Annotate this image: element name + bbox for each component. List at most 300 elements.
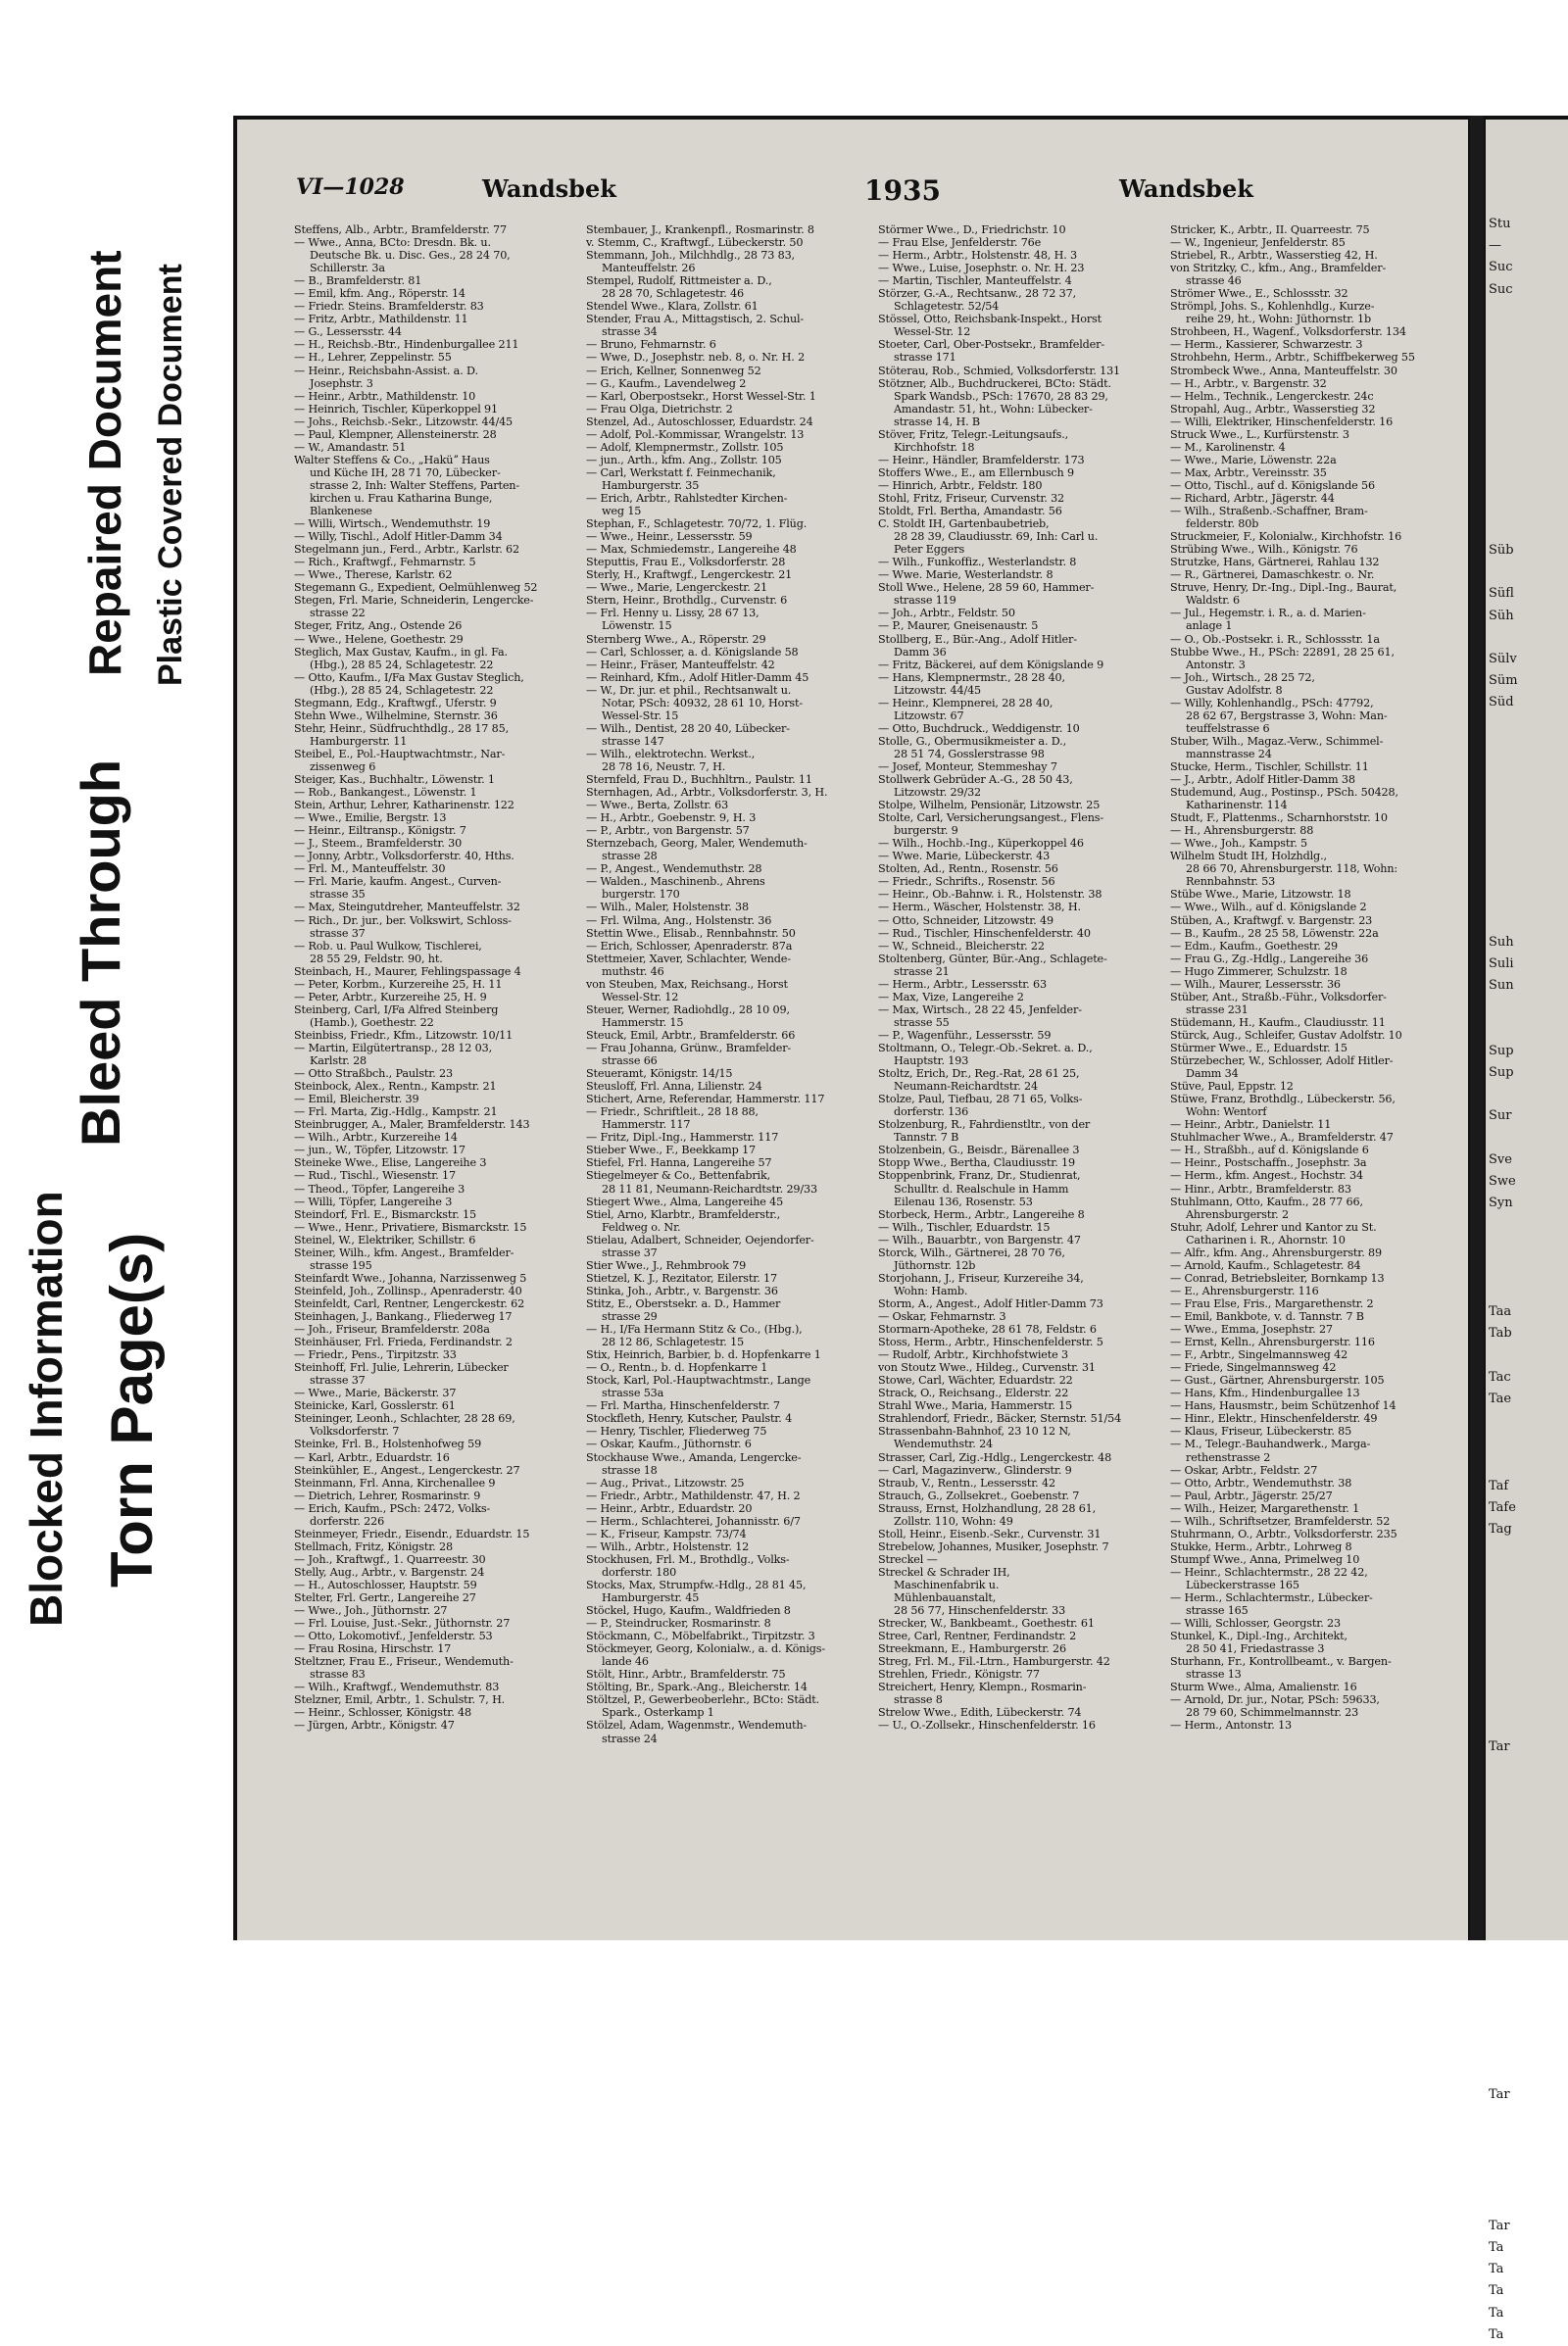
directory-entry-line: — Willi, Töpfer, Langereihe 3: [294, 1195, 453, 1208]
directory-entry-line: Strahl Wwe., Maria, Hammerstr. 15: [878, 1399, 1073, 1413]
directory-entry-line: Stietzel, K. J., Rezitator, Eilerstr. 17: [586, 1271, 777, 1285]
directory-entry-line: strasse 53a: [602, 1387, 664, 1400]
directory-entry-line: Steinkühler, E., Angest., Lengerckestr. 27: [294, 1463, 520, 1477]
directory-entry-line: Stembauer, J., Krankenpfl., Rosmarinstr. 8: [586, 223, 814, 236]
directory-entry-line: — Heinr., Schlachtermstr., 28 22 42,: [1170, 1565, 1368, 1579]
directory-entry-line: — Wwe., Joh., Kampstr. 5: [1170, 837, 1307, 851]
directory-entry-line: dorferstr. 180: [602, 1565, 677, 1579]
directory-entry-line: — Willi, Elektriker, Hinschenfelderstr. 16: [1170, 415, 1394, 428]
directory-entry-line: 28 78 16, Neustr. 7, H.: [602, 759, 726, 773]
directory-entry-line: Stürck, Aug., Schleifer, Gustav Adolfstr. 10: [1170, 1028, 1402, 1042]
directory-entry-line: Steinbach, H., Maurer, Fehlingspassage 4: [294, 964, 521, 978]
directory-entry-line: 28 66 70, Ahrensburgerstr. 118, Wohn:: [1186, 862, 1398, 876]
adjacent-page-fragment: Ta: [1489, 2239, 1504, 2255]
directory-entry-line: Stempel, Rudolf, Rittmeister a. D.,: [586, 274, 772, 288]
adjacent-page-edge: [1486, 120, 1568, 2342]
adjacent-page-fragment: —: [1489, 238, 1501, 254]
adjacent-page-fragment: [1486, 2020, 1518, 2041]
adjacent-page-fragment: Süfl: [1489, 586, 1514, 602]
directory-entry-line: — Wwe., Wilh., auf d. Königslande 2: [1170, 901, 1367, 914]
adjacent-page-fragment: [1486, 1976, 1518, 1997]
directory-entry-line: — Otto, Tischl., auf d. Königslande 56: [1170, 478, 1375, 492]
directory-entry-line: strasse 28: [602, 850, 658, 863]
directory-entry-line: — Friedr. Steins. Bramfelderstr. 83: [294, 300, 484, 314]
directory-entry-line: 28 11 81, Neumann-Reichardtstr. 29/33: [602, 1182, 817, 1196]
adjacent-page-fragment: Taf: [1489, 1478, 1509, 1493]
header-city-right: Wandsbek: [1119, 174, 1253, 203]
directory-entry-line: — Fritz, Arbtr., Mathildenstr. 11: [294, 313, 468, 326]
directory-entry-line: 28 55 29, Feldstr. 90, ht.: [310, 952, 443, 965]
directory-entry-line: Stier Wwe., J., Rehmbrook 79: [586, 1258, 747, 1272]
directory-entry-line: Streichert, Henry, Klempn., Rosmarin-: [878, 1681, 1087, 1694]
directory-entry-line: 28 56 77, Hinschenfelderstr. 33: [894, 1604, 1066, 1618]
directory-entry-line: Streekmann, E., Hamburgerstr. 26: [878, 1642, 1066, 1656]
directory-entry-line: — Wwe., Heinr., Lessersstr. 59: [586, 530, 753, 544]
adjacent-page-fragment: [1486, 1911, 1518, 1932]
directory-entry-line: Wilhelm Studt IH, Holzhdlg.,: [1170, 850, 1327, 863]
directory-entry-line: Stuhlmacher Wwe., A., Bramfelderstr. 47: [1170, 1131, 1394, 1145]
directory-entry-line: — Edm., Kaufm., Goethestr. 29: [1170, 939, 1338, 953]
directory-entry-line: Stuhlmann, Otto, Kaufm., 28 77 66,: [1170, 1195, 1363, 1208]
directory-entry-line: Steinbiss, Friedr., Kfm., Litzowstr. 10/11: [294, 1028, 514, 1042]
directory-entry-line: Stumpf Wwe., Anna, Primelweg 10: [1170, 1552, 1360, 1566]
directory-entry-line: Karlstr. 28: [310, 1054, 368, 1068]
directory-entry-line: — Erich, Kellner, Sonnenweg 52: [586, 364, 761, 377]
directory-entry-line: — G., Kaufm., Lavendelweg 2: [586, 376, 747, 390]
directory-entry-line: burgerstr. 170: [602, 888, 680, 902]
directory-entry-line: — O., Rentn., b. d. Hopfenkarre 1: [586, 1361, 768, 1375]
adjacent-page-fragment: [1486, 388, 1518, 410]
directory-entry-line: Notar, PSch: 40932, 28 61 10, Horst-: [602, 696, 803, 709]
directory-entry-line: — Otto, Lokomotivf., Jenfelderstr. 53: [294, 1630, 493, 1643]
directory-entry-line: Stoeter, Carl, Ober-Postsekr., Bramfelder-: [878, 338, 1104, 352]
directory-entry-line: — Wwe., Berta, Zollstr. 63: [586, 799, 729, 812]
adjacent-page-fragment: Tab: [1489, 1326, 1512, 1342]
directory-entry-line: Stoll Wwe., Helene, 28 59 60, Hammer-: [878, 581, 1095, 595]
adjacent-page-fragment: [1486, 474, 1518, 496]
directory-entry-line: — Heinr., Fräser, Manteuffelstr. 42: [586, 658, 775, 671]
directory-entry-line: Stöckmann, C., Möbelfabrikt., Tirpitzstr. 3: [586, 1630, 815, 1643]
header-year: 1935: [864, 174, 941, 207]
directory-entry-line: Strelow Wwe., Edith, Lübeckerstr. 74: [878, 1706, 1082, 1720]
directory-entry-line: — Rud., Tischl., Wiesenstr. 17: [294, 1169, 456, 1183]
directory-entry-line: — Adolf, Klempnermstr., Zollstr. 105: [586, 440, 784, 454]
directory-entry-line: — Theod., Töpfer, Langereihe 3: [294, 1182, 466, 1196]
directory-entry-line: anlage 1: [1186, 619, 1233, 633]
directory-entry-line: Stielau, Adalbert, Schneider, Oejendorfer-: [586, 1233, 814, 1246]
directory-entry-line: Steibel, E., Pol.-Hauptwachtmstr., Nar-: [294, 747, 506, 760]
directory-entry-line: strasse 195: [310, 1258, 372, 1272]
directory-entry-line: — P., Steindrucker, Rosmarinstr. 8: [586, 1617, 771, 1631]
directory-entry-line: — Max, Schmiedemstr., Langereihe 48: [586, 543, 797, 557]
adjacent-page-fragment: [1486, 497, 1518, 518]
directory-entry-line: strasse 14, H. B: [894, 415, 980, 428]
directory-entry-line: Stöterau, Rob., Schmied, Volksdorferstr. 131: [878, 364, 1121, 377]
directory-entry-line: — M., Karolinenstr. 4: [1170, 440, 1286, 454]
directory-entry-line: Stegelmann jun., Ferd., Arbtr., Karlstr. 62: [294, 543, 519, 557]
directory-entry-line: Stunkel, K., Dipl.-Ing., Architekt,: [1170, 1630, 1348, 1643]
directory-entry-line: Storbeck, Herm., Arbtr., Langereihe 8: [878, 1207, 1085, 1221]
adjacent-page-fragment: [1486, 366, 1518, 387]
directory-entry-line: — Rob. u. Paul Wulkow, Tischlerei,: [294, 939, 482, 953]
directory-entry-line: Stegemann G., Expedient, Oelmühlenweg 52: [294, 581, 538, 595]
directory-entry-line: Stöltzel, P., Gewerbeoberlehr., BCto: Städt.: [586, 1693, 820, 1707]
directory-entry-line: mannstrasse 24: [1186, 747, 1272, 760]
directory-entry-line: Steinbrugger, A., Maler, Bramfelderstr. 143: [294, 1118, 530, 1132]
directory-entry-line: Spark., Osterkamp 1: [602, 1706, 714, 1720]
directory-entry-line: — Herm., Arbtr., Holstenstr. 48, H. 3: [878, 249, 1078, 263]
directory-entry-line: muthstr. 46: [602, 964, 664, 978]
directory-entry-line: Steiner, Wilh., kfm. Angest., Bramfelder-: [294, 1246, 514, 1259]
directory-entry-line: — Hans, Kfm., Hindenburgallee 13: [1170, 1387, 1360, 1400]
directory-entry-line: strasse 37: [310, 926, 366, 940]
directory-entry-line: Stölzel, Adam, Wagenmstr., Wendemuth-: [586, 1719, 808, 1733]
directory-entry-line: strasse 34: [602, 325, 658, 339]
directory-entry-line: — Wilh., Dentist, 28 20 40, Lübecker-: [586, 721, 790, 735]
directory-entry-line: Damm 36: [894, 645, 947, 659]
directory-entry-line: kirchen u. Frau Katharina Bunge,: [310, 491, 493, 505]
header-city-left: Wandsbek: [482, 174, 616, 203]
adjacent-page-fragment: [1486, 518, 1518, 540]
adjacent-page-fragment: [1486, 910, 1518, 932]
directory-entry-line: — E., Ahrensburgerstr. 116: [1170, 1284, 1319, 1297]
directory-entry-line: Stollberg, E., Bür.-Ang., Adolf Hitler-: [878, 632, 1077, 646]
adjacent-page-fragment: [1486, 1649, 1518, 1671]
adjacent-page-fragment: [1486, 1237, 1518, 1258]
directory-entry-line: — J., Steem., Bramfelderstr. 30: [294, 837, 463, 851]
directory-entry-line: Peter Eggers: [894, 543, 965, 557]
directory-entry-line: strasse 46: [1186, 274, 1242, 288]
directory-entry-line: Strohbeen, H., Wagenf., Volksdorferstr. 134: [1170, 325, 1406, 339]
directory-entry-line: — Heinr., Eiltransp., Königstr. 7: [294, 824, 466, 838]
directory-entry-line: Stöckel, Hugo, Kaufm., Waldfrieden 8: [586, 1604, 791, 1618]
directory-entry-line: Stiel, Arno, Klarbtr., Bramfelderstr.,: [586, 1207, 781, 1221]
directory-entry-line: (Hbg.), 28 85 24, Schlagetestr. 22: [310, 683, 494, 697]
directory-entry-line: — Rich., Kraftwgf., Fehmarnstr. 5: [294, 556, 476, 569]
directory-entry-line: felderstr. 80b: [1186, 517, 1259, 531]
adjacent-page-fragment: Taa: [1489, 1304, 1512, 1320]
directory-entry-line: Steuck, Emil, Arbtr., Bramfelderstr. 66: [586, 1028, 796, 1042]
directory-entry-line: Steineke Wwe., Elise, Langereihe 3: [294, 1156, 487, 1170]
directory-entry-line: Hammerstr. 15: [602, 1015, 684, 1029]
directory-entry-line: Stüwe, Franz, Brothdlg., Lübeckerstr. 56,: [1170, 1093, 1396, 1106]
directory-entry-line: Stollwerk Gebrüder A.-G., 28 50 43,: [878, 773, 1073, 787]
directory-entry-line: Strecker, W., Bankbeamt., Goethestr. 61: [878, 1617, 1095, 1631]
directory-entry-line: — Hans, Klempnermstr., 28 28 40,: [878, 670, 1065, 684]
adjacent-page-fragment: Sülv: [1489, 652, 1517, 667]
directory-entry-line: — Friedr., Arbtr., Mathildenstr. 47, H. 2: [586, 1489, 801, 1502]
directory-entry-line: Stoldt, Frl. Bertha, Amandastr. 56: [878, 505, 1062, 518]
adjacent-page-fragment: [1486, 714, 1518, 736]
adjacent-page-fragment: [1486, 801, 1518, 822]
directory-entry-line: und Küche IH, 28 71 70, Lübecker-: [310, 465, 501, 479]
adjacent-page-fragment: Tac: [1489, 1369, 1511, 1385]
directory-entry-line: — Hinr., Elektr., Hinschenfelderstr. 49: [1170, 1412, 1378, 1426]
directory-entry-line: — R., Gärtnerei, Damaschkestr. o. Nr.: [1170, 568, 1375, 582]
directory-entry-line: — Frl. M., Manteuffelstr. 30: [294, 862, 446, 876]
directory-entry-line: — Oskar, Arbtr., Feldstr. 27: [1170, 1463, 1318, 1477]
directory-entry-line: — M., Telegr.-Bauhandwerk., Marga-: [1170, 1438, 1371, 1451]
directory-entry-line: — Heinr., Schlosser, Königstr. 48: [294, 1706, 471, 1720]
directory-entry-line: Stüber, Ant., Straßb.-Führ., Volksdorfer-: [1170, 990, 1387, 1003]
directory-entry-line: — Heinrich, Tischler, Küperkoppel 91: [294, 402, 498, 415]
directory-entry-line: Walter Steffens & Co., „Haküˮ Haus: [294, 453, 490, 466]
directory-entry-line: Spark Wandsb., PSch: 17670, 28 83 29,: [894, 389, 1108, 403]
directory-entry-line: Stöckmeyer, Georg, Kolonialw., a. d. Königs-: [586, 1642, 826, 1656]
directory-entry-line: — Aug., Privat., Litzowstr. 25: [586, 1476, 745, 1490]
directory-entry-line: Jüthornstr. 12b: [894, 1258, 976, 1272]
directory-entry-line: — Wilh., Tischler, Eduardstr. 15: [878, 1220, 1051, 1234]
directory-entry-line: Eilenau 136, Rosenstr. 53: [894, 1195, 1033, 1208]
directory-entry-line: Steinfeldt, Carl, Rentner, Lengerckestr. 62: [294, 1296, 525, 1310]
directory-entry-line: — H., Autoschlosser, Hauptstr. 59: [294, 1578, 477, 1591]
directory-entry-line: strasse 37: [602, 1246, 658, 1259]
directory-entry-line: — jun., Arth., kfm. Ang., Zollstr. 105: [586, 453, 782, 466]
directory-entry-line: Steinel, W., Elektriker, Schillstr. 6: [294, 1233, 476, 1246]
directory-entry-line: Sternhagen, Ad., Arbtr., Volksdorferstr. 3, H.: [586, 786, 828, 800]
directory-entry-line: strasse 55: [894, 1015, 950, 1029]
adjacent-page-fragment: Süd: [1489, 695, 1514, 710]
directory-columns: [294, 223, 1460, 1929]
directory-column-1: [294, 223, 580, 1929]
adjacent-page-fragment: [1486, 1693, 1518, 1715]
adjacent-page-fragment: [1486, 453, 1518, 474]
directory-entry-line: — Otto, Schneider, Litzowstr. 49: [878, 913, 1054, 927]
directory-entry-line: — Alfr., kfm. Ang., Ahrensburgerstr. 89: [1170, 1246, 1382, 1259]
directory-entry-line: Sturhann, Fr., Kontrollbeamt., v. Bargen-: [1170, 1655, 1392, 1669]
directory-entry-line: zissenweg 6: [310, 759, 376, 773]
directory-entry-line: 28 12 86, Schlagetestr. 15: [602, 1336, 745, 1349]
directory-entry-line: Schlagetestr. 52/54: [894, 300, 1000, 314]
directory-entry-line: Steinicke, Karl, Gosslerstr. 61: [294, 1399, 456, 1413]
directory-entry-line: — W., Amandastr. 51: [294, 440, 407, 454]
adjacent-page-fragment: Stu: [1489, 217, 1511, 231]
directory-entry-line: burgerstr. 9: [894, 824, 958, 838]
adjacent-page-fragment: Tag: [1489, 1522, 1512, 1538]
adjacent-page-fragment: [1486, 888, 1518, 909]
directory-entry-line: — Carl, Werkstatt f. Feinmechanik,: [586, 465, 776, 479]
directory-entry-line: 28 79 60, Schimmelmannstr. 23: [1186, 1706, 1359, 1720]
adjacent-page-fragment: [1486, 1672, 1518, 1693]
directory-entry-line: Stieber Wwe., F., Beekkamp 17: [586, 1144, 756, 1157]
directory-entry-line: — Wilh., Funkoffiz., Westerlandstr. 8: [878, 556, 1077, 569]
adjacent-page-fragment: [1486, 823, 1518, 845]
directory-entry-line: Stolzenburg, R., Fahrdienstltr., von der: [878, 1118, 1091, 1132]
directory-entry-line: Gustav Adolfstr. 8: [1186, 683, 1283, 697]
directory-entry-line: — Wwe., Luise, Josephstr. o. Nr. H. 23: [878, 262, 1085, 275]
adjacent-page-fragment: [1486, 1845, 1518, 1867]
directory-entry-line: — Herm., Arbtr., Lessersstr. 63: [878, 977, 1047, 991]
directory-entry-line: Stern, Heinr., Brothdlg., Curvenstr. 6: [586, 594, 788, 608]
directory-entry-line: — Fritz, Bäckerei, auf dem Königslande 9: [878, 658, 1104, 671]
directory-entry-line: — Frl. Wilma, Ang., Holstenstr. 36: [586, 913, 772, 927]
directory-entry-line: Löwenstr. 15: [602, 619, 672, 633]
adjacent-page-fragment: [1486, 1345, 1518, 1367]
directory-entry-line: — Frau G., Zg.-Hdlg., Langereihe 36: [1170, 952, 1369, 965]
directory-entry-line: — Karl, Arbtr., Eduardstr. 16: [294, 1450, 450, 1464]
directory-entry-line: Stiegert Wwe., Alma, Langereihe 45: [586, 1195, 784, 1208]
torn-pages-label: Torn Page(s): [99, 1232, 165, 1588]
directory-entry-line: Stoppenbrink, Franz, Dr., Studienrat,: [878, 1169, 1081, 1183]
directory-entry-line: — P., Arbtr., von Bargenstr. 57: [586, 824, 750, 838]
directory-entry-line: — Heinr., Ob.-Bahnw. i. R., Holstenstr. 38: [878, 888, 1102, 902]
directory-entry-line: — Henry, Tischler, Fliederweg 75: [586, 1425, 767, 1439]
directory-entry-line: Strömpl, Johs. S., Kohlenhdlg., Kurze-: [1170, 300, 1375, 314]
directory-entry-line: Steuer, Werner, Radiohdlg., 28 10 09,: [586, 1002, 790, 1016]
directory-entry-line: — Wilh., Heizer, Margarethenstr. 1: [1170, 1501, 1360, 1515]
directory-entry-line: rethenstrasse 2: [1186, 1450, 1271, 1464]
directory-entry-line: Strömer Wwe., E., Schlossstr. 32: [1170, 287, 1348, 301]
directory-entry-line: — Otto, Kaufm., I/Fa Max Gustav Steglich,: [294, 670, 524, 684]
directory-entry-line: Stolte, Carl, Versicherungsangest., Flens-: [878, 811, 1104, 825]
adjacent-page-fragment: [1486, 1410, 1518, 1432]
directory-entry-line: Stoss, Herm., Arbtr., Hinschenfelderstr. 5: [878, 1336, 1103, 1349]
adjacent-page-fragment: Suli: [1489, 955, 1514, 971]
directory-entry-line: Steinfardt Wwe., Johanna, Narzissenweg 5: [294, 1271, 527, 1285]
directory-entry-line: — Wwe., Joh., Jüthornstr. 27: [294, 1604, 448, 1618]
adjacent-page-fragment: [1486, 301, 1518, 322]
directory-entry-line: — Otto Straßbch., Paulstr. 23: [294, 1067, 453, 1081]
directory-entry-line: — Wilh., Maler, Holstenstr. 38: [586, 901, 749, 914]
directory-entry-line: weg 15: [602, 505, 642, 518]
directory-entry-line: — H., I/Fa Hermann Stitz & Co., (Hbg.),: [586, 1323, 803, 1337]
bleed-through-label: Bleed Through: [70, 758, 131, 1147]
directory-entry-line: — Willy, Tischl., Adolf Hitler-Damm 34: [294, 530, 503, 544]
adjacent-page-fragment: Sun: [1489, 978, 1514, 994]
directory-entry-line: 28 62 67, Bergstrasse 3, Wohn: Man-: [1186, 709, 1388, 722]
directory-entry-line: von Stoutz Wwe., Hildeg., Curvenstr. 31: [878, 1361, 1096, 1375]
adjacent-page-fragment: [1486, 1781, 1518, 1802]
directory-entry-line: — O., Ob.-Postsekr. i. R., Schlossstr. 1a: [1170, 632, 1380, 646]
directory-entry-line: Litzowstr. 29/32: [894, 786, 982, 800]
adjacent-page-fragment: [1486, 866, 1518, 888]
directory-entry-line: strasse 24: [602, 1732, 658, 1745]
directory-entry-line: — Frau Olga, Dietrichstr. 2: [586, 402, 733, 415]
adjacent-page-fragment: [1486, 845, 1518, 866]
directory-entry-line: Waldstr. 6: [1186, 594, 1241, 608]
directory-entry-line: — Willy, Kohlenhandlg., PSch: 47792,: [1170, 696, 1374, 709]
directory-entry-line: Strombeck Wwe., Anna, Manteuffelstr. 30: [1170, 364, 1397, 377]
directory-entry-line: — Frau Johanna, Grünw., Bramfelder-: [586, 1042, 792, 1054]
directory-entry-line: strasse 2, Inh: Walter Steffens, Parten-: [310, 478, 519, 492]
directory-entry-line: — Arnold, Dr. jur., Notar, PSch: 59633,: [1170, 1693, 1380, 1707]
directory-entry-line: Stohl, Fritz, Friseur, Curvenstr. 32: [878, 491, 1065, 505]
directory-entry-line: — Frau Else, Fris., Margarethenstr. 2: [1170, 1296, 1374, 1310]
directory-entry-line: Storjohann, J., Friseur, Kurzereihe 34,: [878, 1271, 1084, 1285]
directory-entry-line: — W., Dr. jur. et phil., Rechtsanwalt u.: [586, 683, 792, 697]
directory-entry-line: Hamburgerstr. 11: [310, 734, 408, 748]
directory-entry-line: — Heinr., Reichsbahn-Assist. a. D.: [294, 364, 478, 377]
directory-entry-line: — Wwe., Emilie, Bergstr. 13: [294, 811, 447, 825]
directory-entry-line: 28 28 39, Claudiusstr. 69, Inh: Carl u.: [894, 530, 1099, 544]
directory-entry-line: Steinberg, Carl, I/Fa Alfred Steinberg: [294, 1002, 499, 1016]
directory-entry-line: Steindorf, Frl. E., Bismarckstr. 15: [294, 1207, 476, 1221]
directory-entry-line: Stegen, Frl. Marie, Schneiderin, Lengercke-: [294, 594, 534, 608]
directory-entry-line: Strohbehn, Herm., Arbtr., Schiffbekerweg 55: [1170, 351, 1415, 365]
directory-entry-line: strasse 21: [894, 964, 950, 978]
directory-entry-line: — Willi, Wirtsch., Wendemuthstr. 19: [294, 517, 491, 531]
adjacent-page-fragment: Ta: [1489, 2262, 1504, 2277]
adjacent-page-fragment: [1486, 1889, 1518, 1911]
directory-entry-line: strasse 35: [310, 888, 366, 902]
directory-entry-line: — Peter, Arbtr., Kurzereihe 25, H. 9: [294, 990, 487, 1003]
directory-entry-line: Hauptstr. 193: [894, 1054, 969, 1068]
directory-entry-line: — P., Wagenführ., Lessersstr. 59: [878, 1028, 1052, 1042]
directory-entry-line: Stoffers Wwe., E., am Ellernbusch 9: [878, 465, 1074, 479]
directory-entry-line: strasse 147: [602, 734, 664, 748]
directory-entry-line: strasse 171: [894, 351, 956, 365]
directory-entry-line: Tannstr. 7 B: [894, 1131, 959, 1145]
directory-entry-line: Stürmer Wwe., E., Eduardstr. 15: [1170, 1042, 1348, 1054]
directory-entry-line: — Heinr., Klempnerei, 28 28 40,: [878, 696, 1054, 709]
directory-entry-line: — Frl. Henny u. Lissy, 28 67 13,: [586, 607, 760, 620]
adjacent-page-fragment: Sup: [1489, 1064, 1514, 1080]
plastic-covered-label: Plastic Covered Document: [152, 264, 189, 686]
directory-entry-line: — Wilh., Maurer, Lessersstr. 36: [1170, 977, 1341, 991]
directory-entry-line: Stellmach, Fritz, Königstr. 28: [294, 1540, 453, 1553]
adjacent-page-fragment: Suc: [1489, 260, 1513, 275]
adjacent-page-fragment: [1486, 997, 1518, 1018]
directory-entry-line: Stoltmann, O., Telegr.-Ob.-Sekret. a. D.,: [878, 1042, 1093, 1054]
directory-entry-line: Steffens, Alb., Arbtr., Bramfelderstr. 77: [294, 223, 507, 236]
directory-entry-line: Damm 34: [1186, 1067, 1239, 1081]
directory-entry-line: — Karl, Oberpostsekr., Horst Wessel-Str. 1: [586, 389, 816, 403]
directory-entry-line: — Martin, Tischler, Manteuffelstr. 4: [878, 274, 1072, 288]
directory-entry-line: Stoltenberg, Günter, Bür.-Ang., Schlagete-: [878, 952, 1107, 965]
directory-entry-line: Studt, F., Plattenms., Scharnhorststr. 10: [1170, 811, 1388, 825]
directory-entry-line: — Wwe., Therese, Karlstr. 62: [294, 568, 453, 582]
directory-entry-line: — Wwe. Marie, Westerlandstr. 8: [878, 568, 1054, 582]
directory-entry-line: Strauch, G., Zollsekret., Goebenstr. 7: [878, 1489, 1080, 1502]
directory-entry-line: Zollstr. 110, Wohn: 49: [894, 1514, 1013, 1528]
directory-entry-line: Sternberg Wwe., A., Röperstr. 29: [586, 632, 766, 646]
adjacent-page-fragment: [1486, 431, 1518, 453]
directory-entry-line: — Otto, Arbtr., Wendemuthstr. 38: [1170, 1476, 1352, 1490]
directory-entry-line: — Wilh., Arbtr., Holstenstr. 12: [586, 1540, 750, 1553]
directory-entry-line: Steinfeld, Joh., Zollinsp., Apenraderstr. 40: [294, 1284, 522, 1297]
directory-entry-line: 28 50 41, Friedastrasse 3: [1186, 1642, 1325, 1656]
directory-entry-line: Stehn Wwe., Wilhelmine, Sternstr. 36: [294, 709, 498, 722]
directory-entry-line: strasse 18: [602, 1463, 658, 1477]
directory-entry-line: Stoll, Heinr., Eisenb.-Sekr., Curvenstr. 31: [878, 1527, 1102, 1540]
directory-entry-line: — W., Ingenieur, Jenfelderstr. 85: [1170, 236, 1346, 250]
directory-entry-line: strasse 119: [894, 594, 956, 608]
adjacent-page-fragment: [1486, 2041, 1518, 2063]
directory-entry-line: Kirchhofstr. 18: [894, 440, 975, 454]
directory-entry-line: Strauss, Ernst, Holzhandlung, 28 28 61,: [878, 1501, 1097, 1515]
directory-entry-line: — Joh., Arbtr., Feldstr. 50: [878, 607, 1015, 620]
directory-entry-line: — Heinr., Postschaffn., Josephstr. 3a: [1170, 1156, 1367, 1170]
directory-entry-line: Stucke, Herm., Tischler, Schillstr. 11: [1170, 759, 1369, 773]
directory-entry-line: — Willi, Schlosser, Georgstr. 23: [1170, 1617, 1341, 1631]
directory-entry-line: — Johs., Reichsb.-Sekr., Litzowstr. 44/45: [294, 415, 514, 428]
directory-entry-line: — Hinrich, Arbtr., Feldstr. 180: [878, 478, 1043, 492]
directory-entry-line: strasse 37: [310, 1374, 366, 1388]
adjacent-page-fragment: Ta: [1489, 2283, 1504, 2299]
directory-entry-line: Stolle, G., Obermusikmeister a. D.,: [878, 734, 1066, 748]
directory-entry-line: strasse 231: [1186, 1002, 1249, 1016]
adjacent-page-fragment: Tafe: [1489, 1499, 1516, 1515]
directory-entry-line: Strebelow, Johannes, Musiker, Josephstr. 7: [878, 1540, 1109, 1553]
directory-entry-line: — Heinr., Arbtr., Mathildenstr. 10: [294, 389, 476, 403]
directory-entry-line: — Frau Rosina, Hirschstr. 17: [294, 1642, 452, 1656]
directory-entry-line: Streckel & Schrader IH,: [878, 1565, 1010, 1579]
directory-entry-line: (Hbg.), 28 85 24, Schlagetestr. 22: [310, 658, 494, 671]
directory-entry-line: — Herm., Wäscher, Holstenstr. 38, H.: [878, 901, 1081, 914]
adjacent-page-fragment: [1486, 1540, 1518, 1562]
directory-entry-line: Striebel, R., Arbtr., Wasserstieg 42, H.: [1170, 249, 1378, 263]
directory-entry-line: Steinmann, Frl. Anna, Kirchenallee 9: [294, 1476, 496, 1490]
